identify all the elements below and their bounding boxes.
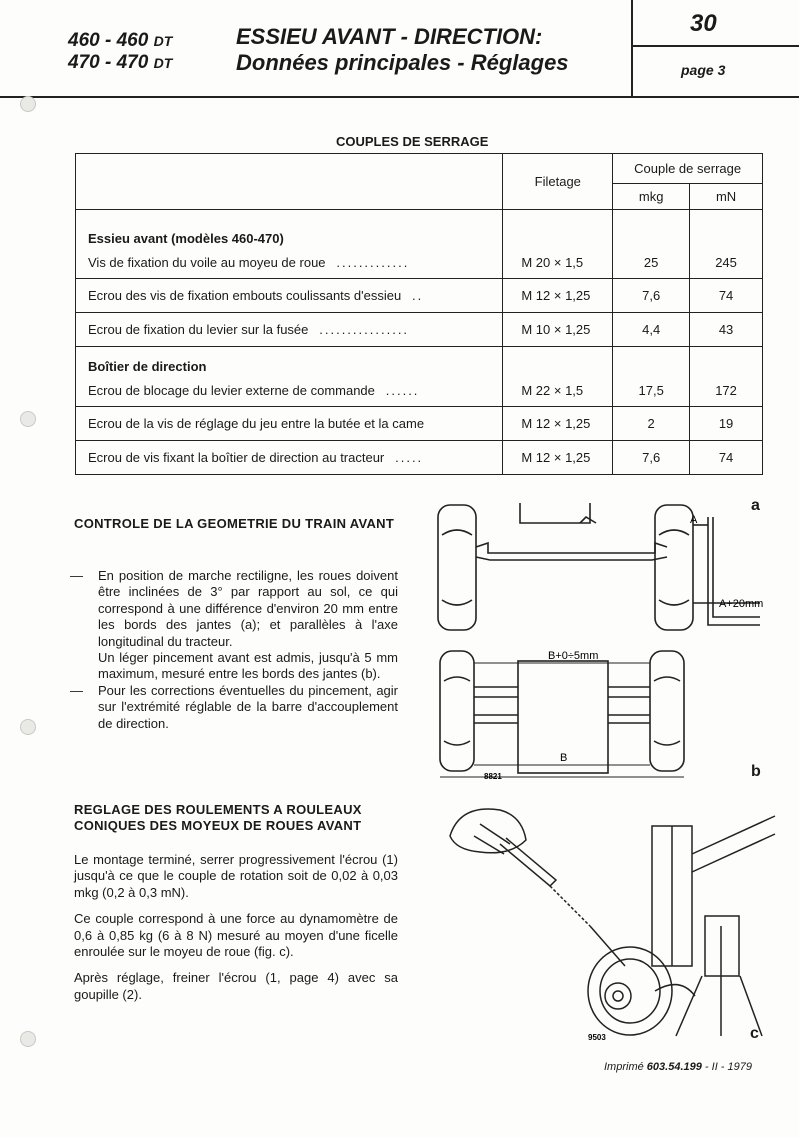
header-divider-right: [631, 45, 799, 47]
title-line-1: ESSIEU AVANT - DIRECTION:: [236, 24, 543, 49]
models-line-2: 470 - 470: [68, 52, 149, 73]
list-dash: —: [70, 568, 83, 583]
figure-b-label-b5: B+0÷5mm: [548, 650, 599, 662]
col-header-mkg: mkg: [613, 184, 690, 210]
figure-a-letter: a: [751, 497, 760, 514]
list-item: [70, 683, 398, 732]
table-row: [76, 210, 763, 279]
bearings-para-2: Ce couple correspond à une force au dynamomètre de 0,6 à 0,85 kg (6 à 8 N) mesuré au moyen d'une ficelle enroulée sur le moyeu de roue (fig. c).: [74, 911, 398, 960]
page-number: page 3: [681, 62, 726, 78]
geometry-item-1: En position de marche rectiligne, les roues doivent être inclinées de 3° par rapport au sol, ce qui correspond à une différence d'environ 20 mm entre les bords des jantes (a); et parallèles à l'axe longitudinal du tracteur.: [98, 568, 398, 649]
header-divider-vertical: [631, 0, 633, 96]
bearings-para-1: Le montage terminé, serrer progressivement l'écrou (1) jusqu'à ce que le couple de rotation soit de 0,02 à 0,03 mkg (0,2 à 0,3 mN).: [74, 852, 398, 900]
figure-c-letter: c: [750, 1025, 759, 1042]
footer-suffix: - II - 1979: [704, 1061, 752, 1073]
binder-hole: [20, 96, 36, 112]
table-section-boitier: Boîtier de direction: [88, 359, 207, 374]
row-dots: ..: [412, 288, 424, 303]
models-line-1: 460 - 460: [68, 30, 149, 51]
col-header-filetage: Filetage: [503, 154, 613, 210]
binder-hole: [20, 1031, 36, 1047]
geometry-item-1b: Un léger pincement avant est admis, jusqu'à 5 mm maximum, mesuré entre les bords des jantes (b).: [98, 650, 398, 682]
row-mn: 245: [690, 210, 763, 279]
row-mkg: 4,4: [613, 313, 690, 347]
figure-a-label-a: A: [690, 514, 698, 526]
footer-reference: 603.54.199: [646, 1061, 702, 1073]
binder-hole: [20, 411, 36, 427]
row-dots: ................: [319, 322, 410, 337]
footer-prefix: Imprimé: [604, 1061, 644, 1073]
row-mkg: 17,5: [613, 347, 690, 407]
title-line-2: Données principales - Réglages: [236, 50, 569, 75]
table-title: COUPLES DE SERRAGE: [336, 134, 489, 149]
row-thread: M 10 × 1,25: [503, 313, 613, 347]
geometry-list: [70, 568, 398, 732]
figure-a-label-a20: A+20mm: [719, 598, 764, 610]
row-mkg: 7,6: [613, 279, 690, 313]
table-row: [76, 347, 763, 407]
row-desc: Ecrou de la vis de réglage du jeu entre la butée et la came: [88, 416, 425, 431]
models-line-1-suffix: DT: [153, 33, 173, 49]
row-mn: 74: [690, 441, 763, 475]
figure-b-toe-diagram: [436, 643, 692, 783]
section-number: 30: [690, 10, 717, 37]
figure-c-bearing-adjustment-illustration: [440, 796, 780, 1046]
row-thread: M 12 × 1,25: [503, 407, 613, 441]
table-row: [76, 279, 763, 313]
table-row: [76, 313, 763, 347]
row-mn: 74: [690, 279, 763, 313]
row-thread: M 20 × 1,5: [503, 210, 613, 279]
figure-b-code: 8821: [484, 772, 502, 781]
row-thread: M 12 × 1,25: [503, 279, 613, 313]
row-mkg: 7,6: [613, 441, 690, 475]
col-header-mn: mN: [690, 184, 763, 210]
bearings-para-3: Après réglage, freiner l'écrou (1, page 4) avec sa goupille (2).: [74, 970, 398, 1002]
table-row: [76, 407, 763, 441]
row-mn: 43: [690, 313, 763, 347]
row-thread: M 22 × 1,5: [503, 347, 613, 407]
geometry-item-2: Pour les corrections éventuelles du pincement, agir sur l'extrémité réglable de la barre d'accouplement de direction.: [98, 682, 398, 731]
row-desc: Ecrou des vis de fixation embouts coulissants d'essieu: [88, 288, 402, 303]
row-desc: Ecrou de blocage du levier externe de commande: [88, 383, 375, 398]
row-mkg: 25: [613, 210, 690, 279]
row-thread: M 12 × 1,25: [503, 441, 613, 475]
model-numbers: [68, 30, 172, 74]
header-bottom-rule: [0, 96, 799, 98]
list-item: [70, 568, 398, 683]
row-mkg: 2: [613, 407, 690, 441]
figure-b-letter: b: [751, 763, 761, 780]
models-line-2-suffix: DT: [153, 55, 173, 71]
table-header-blank: [76, 154, 503, 210]
torque-table: [75, 153, 763, 475]
col-header-couple: Couple de serrage: [613, 154, 763, 184]
table-section-essieu: Essieu avant (modèles 460-470): [88, 231, 284, 246]
list-dash: —: [70, 682, 83, 698]
page-title: [236, 24, 569, 76]
row-dots: .....: [395, 450, 424, 465]
figure-c-code: 9503: [588, 1033, 606, 1042]
row-dots: ......: [385, 383, 420, 398]
row-mn: 172: [690, 347, 763, 407]
figure-b-label-b: B: [560, 752, 568, 764]
row-desc: Ecrou de vis fixant la boîtier de direction au tracteur: [88, 450, 385, 465]
geometry-heading: CONTROLE DE LA GEOMETRIE DU TRAIN AVANT: [74, 516, 395, 531]
figure-a-camber-diagram: [430, 495, 780, 635]
binder-hole: [20, 719, 36, 735]
row-mn: 19: [690, 407, 763, 441]
bearings-heading: REGLAGE DES ROULEMENTS A ROULEAUX CONIQUES DES MOYEUX DE ROUES AVANT: [74, 802, 362, 833]
print-footer: [604, 1061, 752, 1073]
row-desc: Ecrou de fixation du levier sur la fusée: [88, 322, 309, 337]
row-desc: Vis de fixation du voile au moyeu de roue: [88, 255, 326, 270]
bearings-text: [74, 852, 398, 1003]
row-dots: .............: [336, 255, 410, 270]
table-row: [76, 441, 763, 475]
